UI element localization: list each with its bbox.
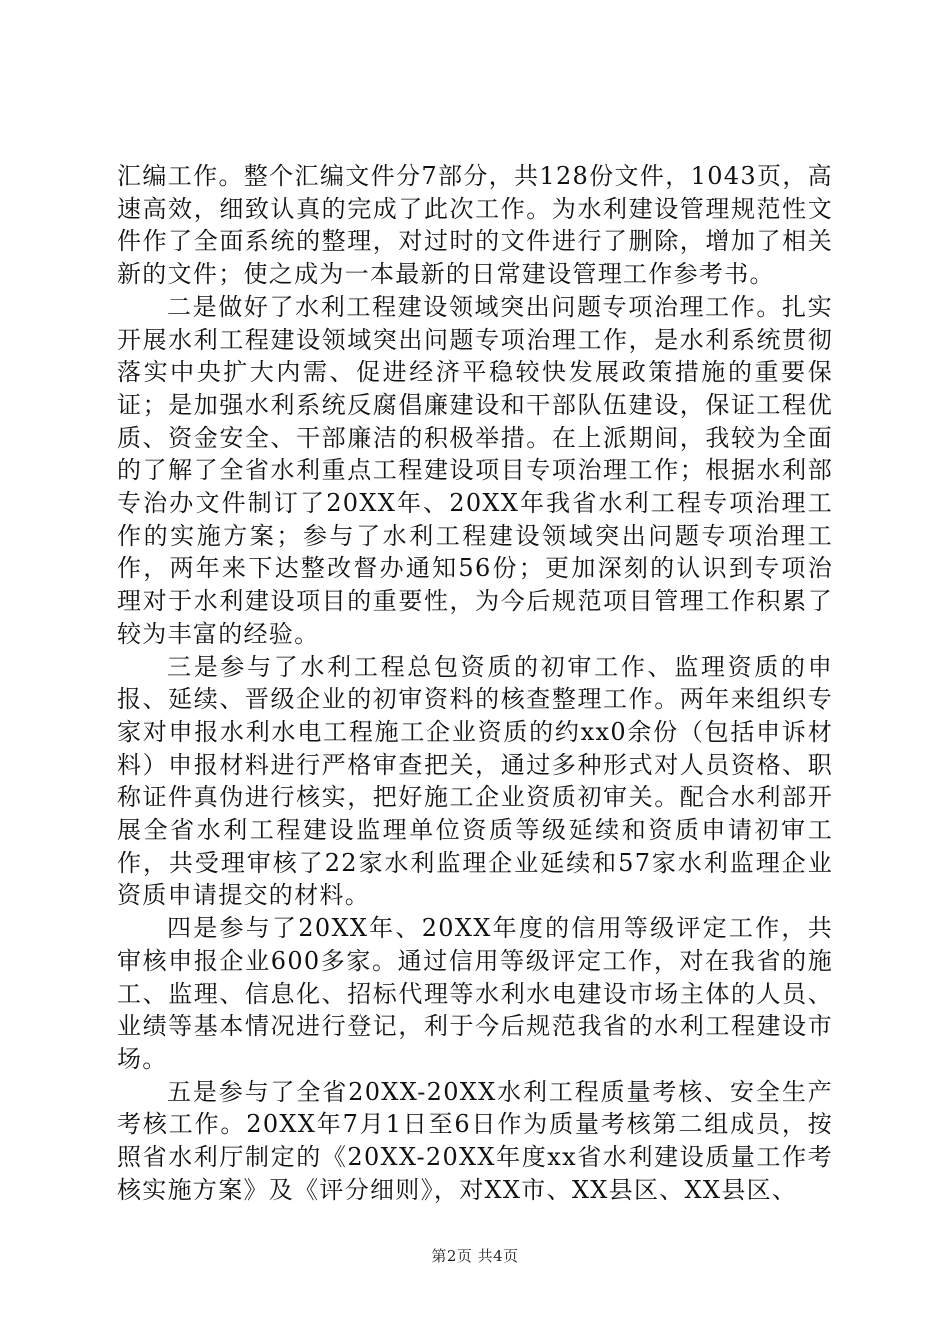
paragraph-item-5: 五是参与了全省20XX-20XX水利工程质量考核、安全生产考核工作。20XX年7月1日至6日作为质量考核第二组成员，按照省水利厅制定的《20XX-20XX年度xx省水利建设质量工作考核实施方案》及《评分细则》，对XX市、XX县区、XX县区、	[117, 1077, 833, 1204]
page-footer: 第2页 共4页	[431, 1247, 519, 1265]
paragraph-item-3: 三是参与了水利工程总包资质的初审工作、监理资质的申报、延续、晋级企业的初审资料的核查整理工作。两年来组织专家对申报水利水电工程施工企业资质的约xx0余份（包括申诉材料）申报材料进行严格审查把关，通过多种形式对人员资格、职称证件真伪进行核实，把好施工企业资质初审关。配合水利部开展全省水利工程建设监理单位资质等级延续和资质申请初审工作，共受理审核了22家水利监理企业延续和57家水利监理企业资质申请提交的材料。	[117, 652, 833, 910]
paragraph-continuation: 汇编工作。整个汇编文件分7部分，共128份文件，1043页，高速高效，细致认真的完成了此次工作。为水利建设管理规范性文件作了全面系统的整理，对过时的文件进行了删除，增加了相关新的文件；使之成为一本最新的日常建设管理工作参考书。	[117, 162, 833, 289]
paragraph-item-2: 二是做好了水利工程建设领域突出问题专项治理工作。扎实开展水利工程建设领域突出问题专项治理工作，是水利系统贯彻落实中央扩大内需、促进经济平稳较快发展政策措施的重要保证；是加强水利系统反腐倡廉建设和干部队伍建设，保证工程优质、资金安全、干部廉洁的积极举措。在上派期间，我较为全面的了解了全省水利重点工程建设项目专项治理工作；根据水利部专治办文件制订了20XX年、20XX年我省水利工程专项治理工作的实施方案；参与了水利工程建设领域突出问题专项治理工作，两年来下达整改督办通知56份；更加深刻的认识到专项治理对于水利建设项目的重要性，为今后规范项目管理工作积累了较为丰富的经验。	[117, 292, 833, 648]
paragraph-item-4: 四是参与了20XX年、20XX年度的信用等级评定工作，共审核申报企业600多家。通过信用等级评定工作，对在我省的施工、监理、信息化、招标代理等水利水电建设市场主体的人员、业绩等基本情况进行登记，利于今后规范我省的水利工程建设市场。	[117, 914, 833, 1073]
document-body	[117, 160, 833, 1207]
